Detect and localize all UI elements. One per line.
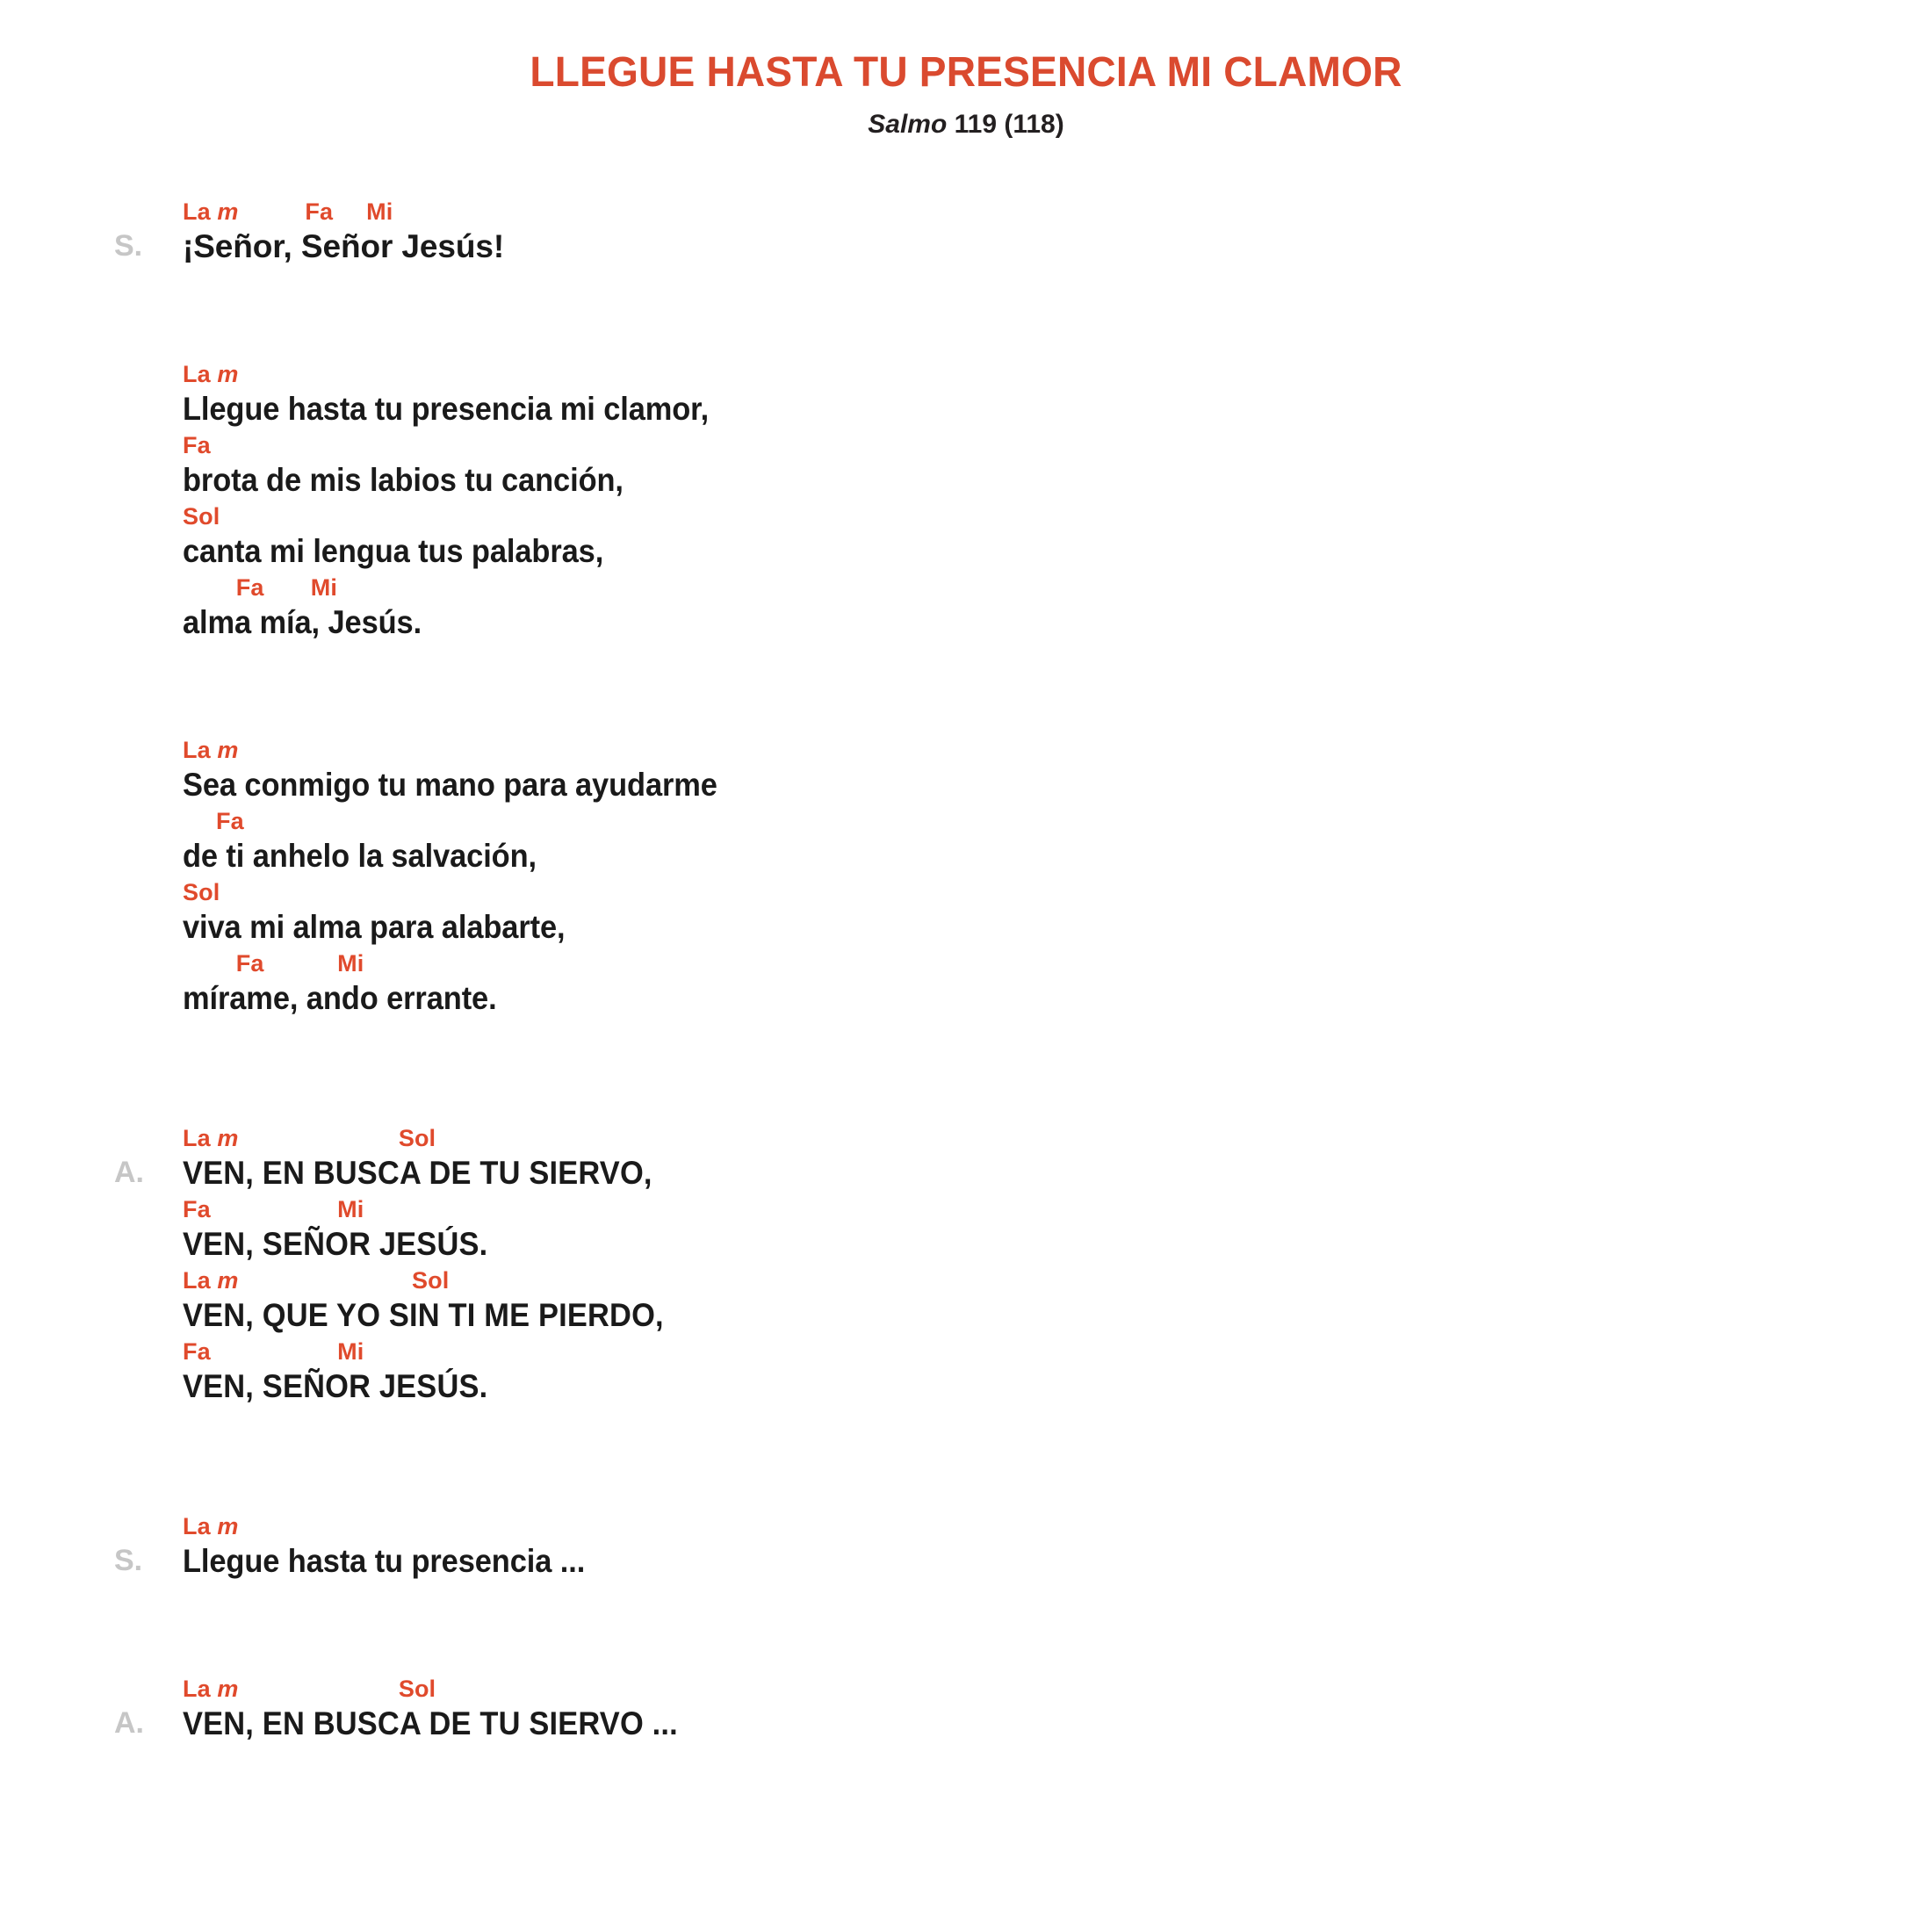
lyric-line: VEN, EN BUSCA DE TU SIERVO ... bbox=[183, 1705, 678, 1741]
lyric-line: VEN, QUE YO SIN TI ME PIERDO, bbox=[183, 1296, 664, 1333]
lyric-line: VEN, SEÑOR JESÚS. bbox=[183, 1367, 488, 1404]
chord-line: Fa Mi bbox=[183, 1337, 364, 1365]
stanza-lines bbox=[114, 737, 1932, 1021]
minor-chord-suffix: m bbox=[217, 198, 239, 225]
speaker-marker: S. bbox=[114, 1543, 143, 1577]
chord-line: Fa Mi bbox=[183, 1195, 364, 1222]
chord-line: La m bbox=[183, 736, 239, 763]
minor-chord-suffix: m bbox=[217, 360, 239, 387]
chord-line: Fa Mi bbox=[183, 949, 364, 977]
lyric-line: Llegue hasta tu presencia mi clamor, bbox=[183, 390, 710, 427]
chord-line: La m bbox=[183, 1512, 239, 1539]
lyric-line: canta mi lengua tus palabras, bbox=[183, 532, 604, 569]
title-block bbox=[0, 0, 1932, 141]
stanza-lines bbox=[114, 1676, 1932, 1747]
song-body bbox=[0, 198, 1932, 1747]
chord-line: La m Fa Mi bbox=[183, 198, 393, 225]
lyric-line: VEN, SEÑOR JESÚS. bbox=[183, 1225, 488, 1262]
speaker-marker: A. bbox=[114, 1705, 144, 1740]
stanza-lines bbox=[114, 198, 1932, 270]
chord-line: Sol bbox=[183, 502, 220, 530]
page-title: LLEGUE HASTA TU PRESENCIA MI CLAMOR bbox=[530, 49, 1402, 96]
stanza-lines bbox=[114, 1125, 1932, 1409]
stanza bbox=[114, 361, 1932, 645]
chord-line: La m Sol bbox=[183, 1124, 436, 1151]
minor-chord-suffix: m bbox=[217, 736, 239, 763]
stanza bbox=[114, 737, 1932, 1021]
subtitle-psalm-number: 119 (118) bbox=[947, 109, 1064, 139]
lyric-line: VEN, EN BUSCA DE TU SIERVO, bbox=[183, 1154, 652, 1191]
stanza-lines bbox=[114, 361, 1932, 645]
song-subtitle bbox=[0, 109, 1932, 141]
minor-chord-suffix: m bbox=[217, 1124, 239, 1151]
minor-chord-suffix: m bbox=[217, 1512, 239, 1539]
chord-line: Sol bbox=[183, 878, 220, 905]
stanza bbox=[114, 1513, 1932, 1584]
chord-line: La m Sol bbox=[183, 1266, 450, 1294]
lyric-line: alma mía, Jesús. bbox=[183, 603, 422, 640]
stanza-lines bbox=[114, 1513, 1932, 1584]
lyric-line: Llegue hasta tu presencia ... bbox=[183, 1542, 586, 1579]
lyric-line: ¡Señor, Señor Jesús! bbox=[183, 227, 505, 264]
lyric-line: mírame, ando errante. bbox=[183, 979, 497, 1016]
chord-line: Fa bbox=[183, 807, 244, 834]
stanza bbox=[114, 1676, 1932, 1747]
subtitle-psalm-word: Salmo bbox=[868, 109, 948, 139]
lyric-line: Sea conmigo tu mano para ayudarme bbox=[183, 766, 717, 803]
chord-line: La m Sol bbox=[183, 1675, 436, 1702]
lyric-line: viva mi alma para alabarte, bbox=[183, 908, 566, 945]
stanza bbox=[114, 198, 1932, 270]
stanza bbox=[114, 1125, 1932, 1409]
lyric-line: de ti anhelo la salvación, bbox=[183, 837, 537, 874]
minor-chord-suffix: m bbox=[217, 1675, 239, 1702]
lyric-line: brota de mis labios tu canción, bbox=[183, 461, 624, 498]
chord-line: Fa Mi bbox=[183, 573, 337, 601]
speaker-marker: A. bbox=[114, 1155, 144, 1189]
minor-chord-suffix: m bbox=[217, 1266, 239, 1294]
speaker-marker: S. bbox=[114, 228, 143, 263]
chord-line: Fa bbox=[183, 431, 211, 458]
chord-line: La m bbox=[183, 360, 239, 387]
